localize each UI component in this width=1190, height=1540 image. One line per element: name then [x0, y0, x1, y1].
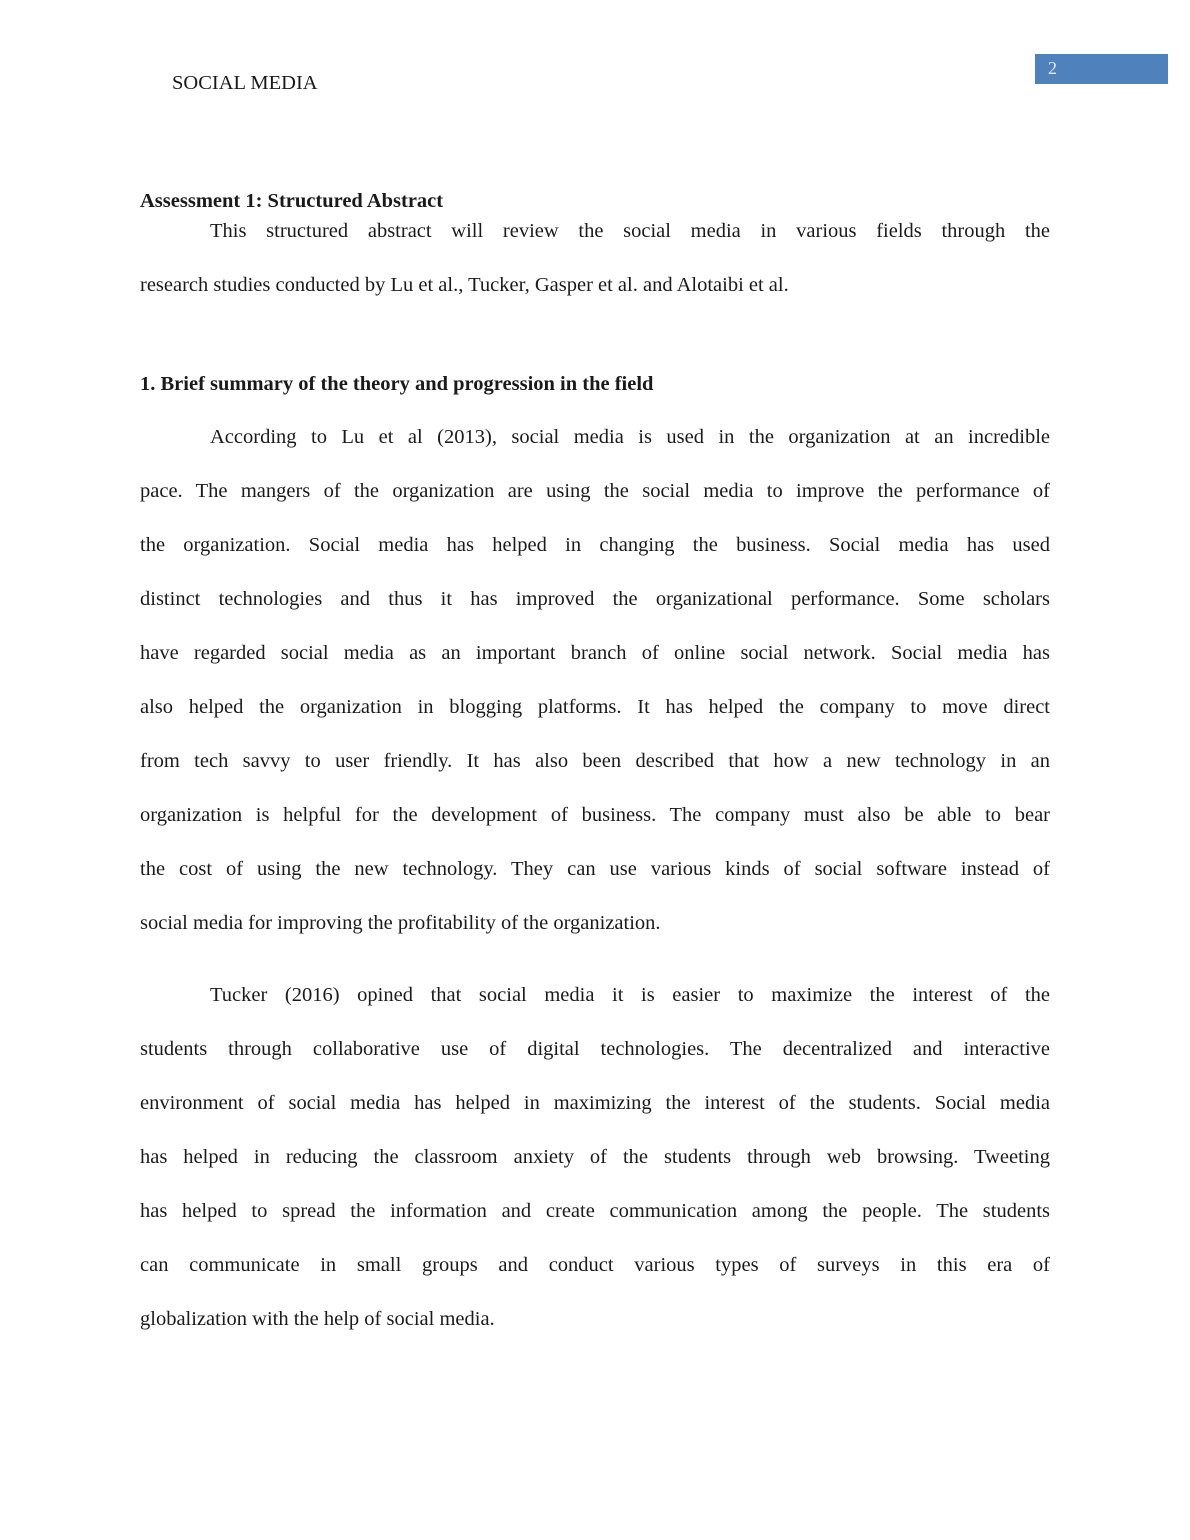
text-line: also helped the organization in blogging platforms. It has helped the company to move direct — [140, 696, 1050, 718]
section1-heading: 1. Brief summary of the theory and progression in the field — [140, 373, 654, 395]
text-line: Tucker (2016) opined that social media it is easier to maximize the interest of the — [210, 984, 1050, 1006]
text-line: social media for improving the profitability of the organization. — [140, 912, 661, 934]
text-line: This structured abstract will review the social media in various fields through the — [210, 220, 1050, 242]
text-line: environment of social media has helped in maximizing the interest of the students. Social media — [140, 1092, 1050, 1114]
text-line: the organization. Social media has helped in changing the business. Social media has used — [140, 534, 1050, 556]
section1-paragraph2 — [140, 968, 1050, 1346]
page-number: 2 — [1048, 58, 1057, 78]
text-line: pace. The mangers of the organization are using the social media to improve the performance of — [140, 480, 1050, 502]
text-line: has helped in reducing the classroom anxiety of the students through web browsing. Tweeting — [140, 1146, 1050, 1168]
text-line: organization is helpful for the development of business. The company must also be able to bear — [140, 804, 1050, 826]
text-line: has helped to spread the information and create communication among the people. The students — [140, 1200, 1050, 1222]
text-line: students through collaborative use of digital technologies. The decentralized and interactive — [140, 1038, 1050, 1060]
text-line: the cost of using the new technology. They can use various kinds of social software instead of — [140, 858, 1050, 880]
text-line: research studies conducted by Lu et al., Tucker, Gasper et al. and Alotaibi et al. — [140, 274, 789, 296]
text-line: can communicate in small groups and conduct various types of surveys in this era of — [140, 1254, 1050, 1276]
text-line: from tech savvy to user friendly. It has also been described that how a new technology in an — [140, 750, 1050, 772]
text-line: globalization with the help of social media. — [140, 1308, 495, 1330]
document-title: Assessment 1: Structured Abstract — [140, 190, 444, 212]
intro-paragraph — [140, 204, 1050, 312]
text-line: According to Lu et al (2013), social media is used in the organization at an incredible — [210, 426, 1050, 448]
text-line: have regarded social media as an important branch of online social network. Social media has — [140, 642, 1050, 664]
page-number-box — [1035, 54, 1168, 84]
text-line: distinct technologies and thus it has improved the organizational performance. Some scholars — [140, 588, 1050, 610]
running-head: SOCIAL MEDIA — [172, 72, 318, 94]
section1-paragraph1 — [140, 410, 1050, 950]
